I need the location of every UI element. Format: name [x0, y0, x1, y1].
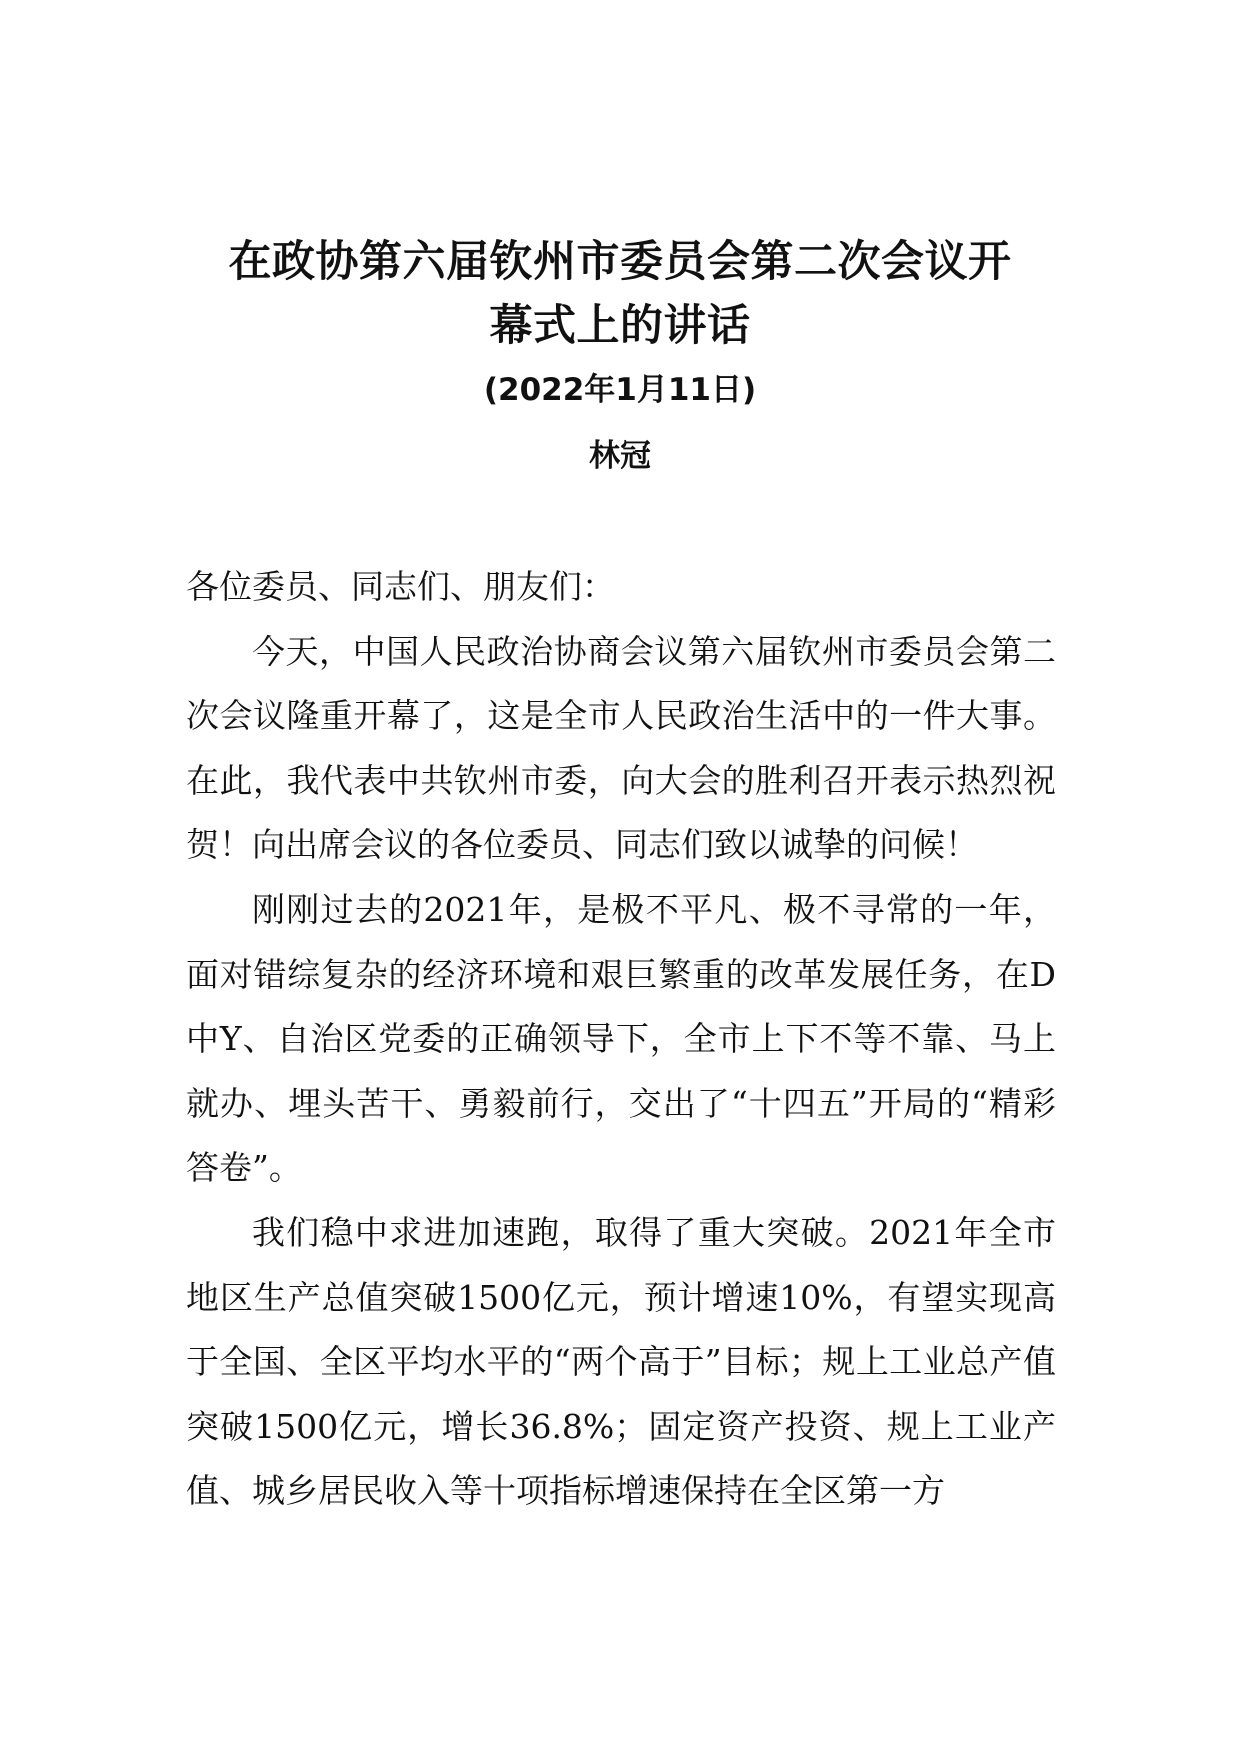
salutation: 各位委员、同志们、朋友们： [186, 567, 615, 606]
document-title [150, 230, 1090, 358]
speech-date: (2022年1月11日) [483, 372, 757, 408]
speaker-name: 林冠 [589, 438, 651, 474]
paragraph: 我们稳中求进加速跑，取得了重大突破。2021年全市地区生产总值突破1500亿元，预计增速10%，有望实现高于全国、全区平均水平的“两个高于”目标；规上工业总产值突破1500亿元，增长36.8%；固定资产投资、规上工业产值、城乡居民收入等十项指标增速保持在全区第一方 [186, 1212, 1056, 1511]
paragraph: 今天，中国人民政治协商会议第六届钦州市委员会第二次会议隆重开幕了，这是全市人民政治生活中的一件大事。在此，我代表中共钦州市委，向大会的胜利召开表示热烈祝贺！向出席会议的各位委员、同志们致以诚挚的问候！ [186, 631, 1056, 865]
title-line-2: 幕式上的讲话 [489, 301, 751, 351]
paragraph: 刚刚过去的2021年，是极不平凡、极不寻常的一年，面对错综复杂的经济环境和艰巨繁重的改革发展任务，在D中Y、自治区党委的正确领导下，全市上下不等不靠、马上就办、埋头苦干、勇毅前行，交出了“十四五”开局的“精彩答卷”。 [186, 889, 1056, 1188]
title-line-1: 在政协第六届钦州市委员会第二次会议开 [228, 237, 1012, 287]
speech-body [186, 555, 1056, 1524]
